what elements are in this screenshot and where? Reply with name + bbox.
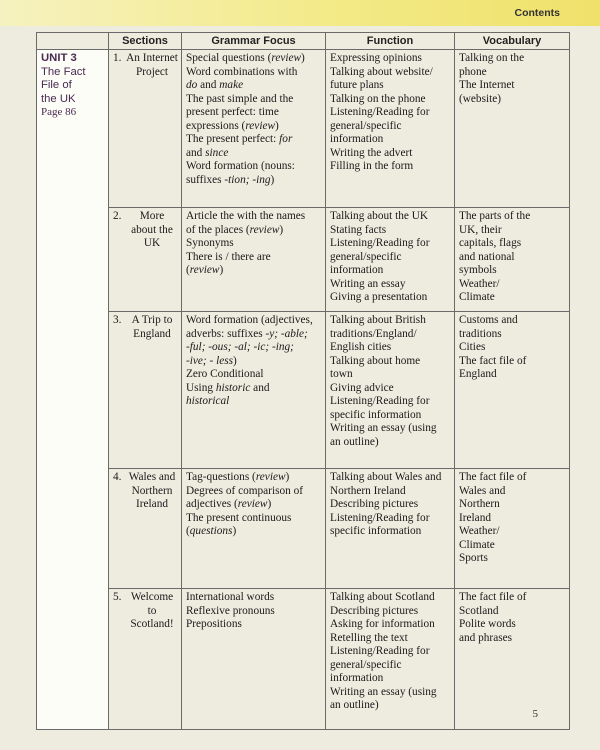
function-line: an outline) bbox=[330, 435, 379, 448]
function-line: Writing an essay (using bbox=[330, 685, 437, 698]
function-line: Talking about website/ bbox=[330, 65, 433, 78]
vocabulary-line: phone bbox=[459, 65, 487, 78]
vocabulary-cell bbox=[455, 589, 570, 730]
header-bar bbox=[0, 0, 600, 26]
function-line: information bbox=[330, 264, 384, 276]
unit-cell bbox=[37, 50, 109, 730]
syllabus-table bbox=[36, 32, 570, 730]
unit-page-ref: Page 86 bbox=[41, 106, 77, 118]
function-line: Writing an essay (using bbox=[330, 422, 437, 434]
grammar-line: Reflexive pronouns bbox=[186, 604, 275, 617]
function-line: Retelling the text bbox=[330, 631, 408, 644]
vocabulary-line: Customs and bbox=[459, 314, 518, 326]
function-line: Talking about home bbox=[330, 354, 421, 367]
function-line: Talking about British bbox=[330, 314, 426, 326]
grammar-cell bbox=[182, 589, 326, 730]
grammar-line: Using historic and bbox=[186, 381, 270, 394]
grammar-line: adjectives (review) bbox=[186, 498, 272, 510]
function-line: Talking about the UK bbox=[330, 210, 429, 222]
grammar-line: Degrees of comparison of bbox=[186, 484, 304, 497]
table-row bbox=[37, 589, 570, 730]
grammar-line: Zero Conditional bbox=[186, 368, 264, 380]
function-line: Listening/Reading for bbox=[330, 511, 430, 524]
function-line: Giving a presentation bbox=[330, 291, 428, 303]
vocabulary-cell bbox=[455, 312, 570, 469]
function-line: Giving advice bbox=[330, 381, 394, 394]
grammar-cell bbox=[182, 469, 326, 589]
function-cell bbox=[326, 208, 455, 312]
function-line: information bbox=[330, 672, 384, 684]
grammar-line: The past simple and the bbox=[186, 92, 294, 105]
vocabulary-line: Polite words bbox=[459, 618, 516, 630]
vocabulary-line: and phrases bbox=[459, 631, 513, 644]
function-line: Listening/Reading for bbox=[330, 237, 430, 249]
vocabulary-line: Climate bbox=[459, 538, 495, 551]
section-cell bbox=[109, 589, 182, 730]
function-line: Describing pictures bbox=[330, 604, 419, 617]
grammar-line: Tag-questions (review) bbox=[186, 471, 290, 483]
vocabulary-cell bbox=[455, 50, 570, 208]
grammar-line: International words bbox=[186, 591, 275, 603]
function-cell bbox=[326, 469, 455, 589]
section-cell bbox=[109, 50, 182, 208]
section-number: 5. bbox=[113, 591, 122, 603]
function-line: Talking on the phone bbox=[330, 92, 426, 105]
grammar-line: The present perfect: for bbox=[186, 133, 293, 145]
section-cell bbox=[109, 312, 182, 469]
grammar-line: of the places (review) bbox=[186, 223, 284, 236]
section-title: An Internet Project bbox=[126, 52, 178, 78]
table-row bbox=[37, 50, 570, 208]
function-line: Stating facts bbox=[330, 223, 387, 236]
grammar-cell bbox=[182, 312, 326, 469]
function-line: Describing pictures bbox=[330, 498, 419, 510]
function-line: traditions/England/ bbox=[330, 327, 417, 340]
grammar-cell bbox=[182, 208, 326, 312]
vocabulary-line: Talking on the bbox=[459, 52, 525, 64]
function-line: general/specific bbox=[330, 250, 402, 263]
vocabulary-cell bbox=[455, 208, 570, 312]
function-line: an outline) bbox=[330, 699, 379, 711]
function-line: Listening/Reading for bbox=[330, 106, 430, 118]
section-number: 2. bbox=[113, 210, 122, 222]
grammar-line: -ful; -ous; -al; -ic; -ing; bbox=[186, 341, 294, 353]
grammar-line: (review) bbox=[186, 264, 224, 276]
unit-title-line: File of bbox=[41, 79, 72, 91]
grammar-line: The present continuous bbox=[186, 511, 292, 524]
function-line: specific information bbox=[330, 525, 422, 537]
col-header-function: Function bbox=[326, 33, 455, 50]
vocabulary-line: Climate bbox=[459, 291, 495, 303]
grammar-line: There is / there are bbox=[186, 250, 271, 263]
section-cell bbox=[109, 469, 182, 589]
grammar-line: Prepositions bbox=[186, 618, 242, 630]
vocabulary-line: Cities bbox=[459, 341, 486, 353]
function-cell bbox=[326, 589, 455, 730]
col-header-vocabulary: Vocabulary bbox=[455, 33, 570, 50]
grammar-line: Word formation (nouns: bbox=[186, 160, 295, 172]
grammar-line: present perfect: time bbox=[186, 106, 279, 118]
function-line: Asking for information bbox=[330, 618, 435, 630]
vocabulary-line: Northern bbox=[459, 498, 500, 510]
unit-title-line: the UK bbox=[41, 92, 76, 105]
function-line: Writing an essay bbox=[330, 277, 406, 290]
header-label: Contents bbox=[514, 7, 560, 19]
vocabulary-line: traditions bbox=[459, 327, 502, 340]
vocabulary-line: Ireland bbox=[459, 511, 491, 524]
section-number: 4. bbox=[113, 471, 122, 483]
function-line: general/specific bbox=[330, 119, 402, 132]
function-line: specific information bbox=[330, 408, 422, 421]
function-line: information bbox=[330, 133, 384, 145]
corner-cell bbox=[37, 33, 109, 50]
section-title: Wales and Northern Ireland bbox=[128, 471, 176, 510]
vocabulary-cell bbox=[455, 469, 570, 589]
function-cell bbox=[326, 50, 455, 208]
function-line: Writing the advert bbox=[330, 146, 413, 159]
function-line: Expressing opinions bbox=[330, 52, 422, 64]
function-cell bbox=[326, 312, 455, 469]
vocabulary-line: UK, their bbox=[459, 223, 502, 236]
section-cell bbox=[109, 208, 182, 312]
grammar-line: and since bbox=[186, 146, 229, 159]
grammar-line: (questions) bbox=[186, 525, 237, 537]
vocabulary-line: capitals, flags bbox=[459, 237, 522, 249]
function-line: town bbox=[330, 368, 353, 380]
vocabulary-line: (website) bbox=[459, 92, 502, 105]
vocabulary-line: The fact file of bbox=[459, 471, 527, 483]
table-row bbox=[37, 312, 570, 469]
vocabulary-line: The parts of the bbox=[459, 210, 531, 222]
grammar-line: -ive; - less) bbox=[186, 354, 237, 367]
vocabulary-line: The Internet bbox=[459, 79, 515, 91]
vocabulary-line: The fact file of bbox=[459, 354, 527, 367]
vocabulary-line: Weather/ bbox=[459, 525, 500, 537]
table-row bbox=[37, 469, 570, 589]
grammar-line: expressions (review) bbox=[186, 119, 279, 132]
function-line: future plans bbox=[330, 79, 384, 91]
section-title: More about the UK bbox=[131, 210, 173, 249]
page-number: 5 bbox=[532, 708, 538, 720]
vocabulary-line: symbols bbox=[459, 264, 497, 276]
vocabulary-line: Weather/ bbox=[459, 277, 500, 290]
vocabulary-line: The fact file of bbox=[459, 591, 527, 603]
grammar-line: Synonyms bbox=[186, 237, 234, 249]
section-title: Welcome to Scotland! bbox=[130, 591, 174, 630]
vocabulary-line: Wales and bbox=[459, 484, 506, 497]
grammar-line: historical bbox=[186, 395, 230, 407]
grammar-line: suffixes -tion; -ing) bbox=[186, 173, 275, 186]
grammar-cell bbox=[182, 50, 326, 208]
function-line: Filling in the form bbox=[330, 160, 414, 172]
unit-title-line: The Fact bbox=[41, 65, 86, 78]
vocabulary-line: Sports bbox=[459, 552, 488, 564]
unit-number: UNIT 3 bbox=[41, 52, 77, 64]
function-line: English cities bbox=[330, 341, 392, 353]
section-number: 1. bbox=[113, 52, 122, 64]
grammar-line: Word combinations with bbox=[186, 65, 298, 78]
grammar-line: adverbs: suffixes -y; -able; bbox=[186, 327, 308, 340]
function-line: Talking about Scotland bbox=[330, 591, 435, 603]
function-line: general/specific bbox=[330, 658, 402, 671]
section-number: 3. bbox=[113, 314, 122, 326]
col-header-sections: Sections bbox=[109, 33, 182, 50]
vocabulary-line: Scotland bbox=[459, 604, 499, 617]
grammar-line: do and make bbox=[186, 79, 244, 91]
grammar-line: Special questions (review) bbox=[186, 52, 305, 64]
table-header-row bbox=[37, 33, 570, 50]
section-title: A Trip to England bbox=[131, 314, 173, 340]
vocabulary-line: and national bbox=[459, 250, 515, 263]
function-line: Listening/Reading for bbox=[330, 645, 430, 657]
function-line: Talking about Wales and bbox=[330, 471, 442, 483]
function-line: Listening/Reading for bbox=[330, 395, 430, 407]
vocabulary-line: England bbox=[459, 368, 497, 380]
grammar-line: Word formation (adjectives, bbox=[186, 314, 313, 326]
grammar-line: Article the with the names bbox=[186, 210, 306, 222]
table-row bbox=[37, 208, 570, 312]
function-line: Northern Ireland bbox=[330, 484, 406, 497]
col-header-grammar: Grammar Focus bbox=[182, 33, 326, 50]
